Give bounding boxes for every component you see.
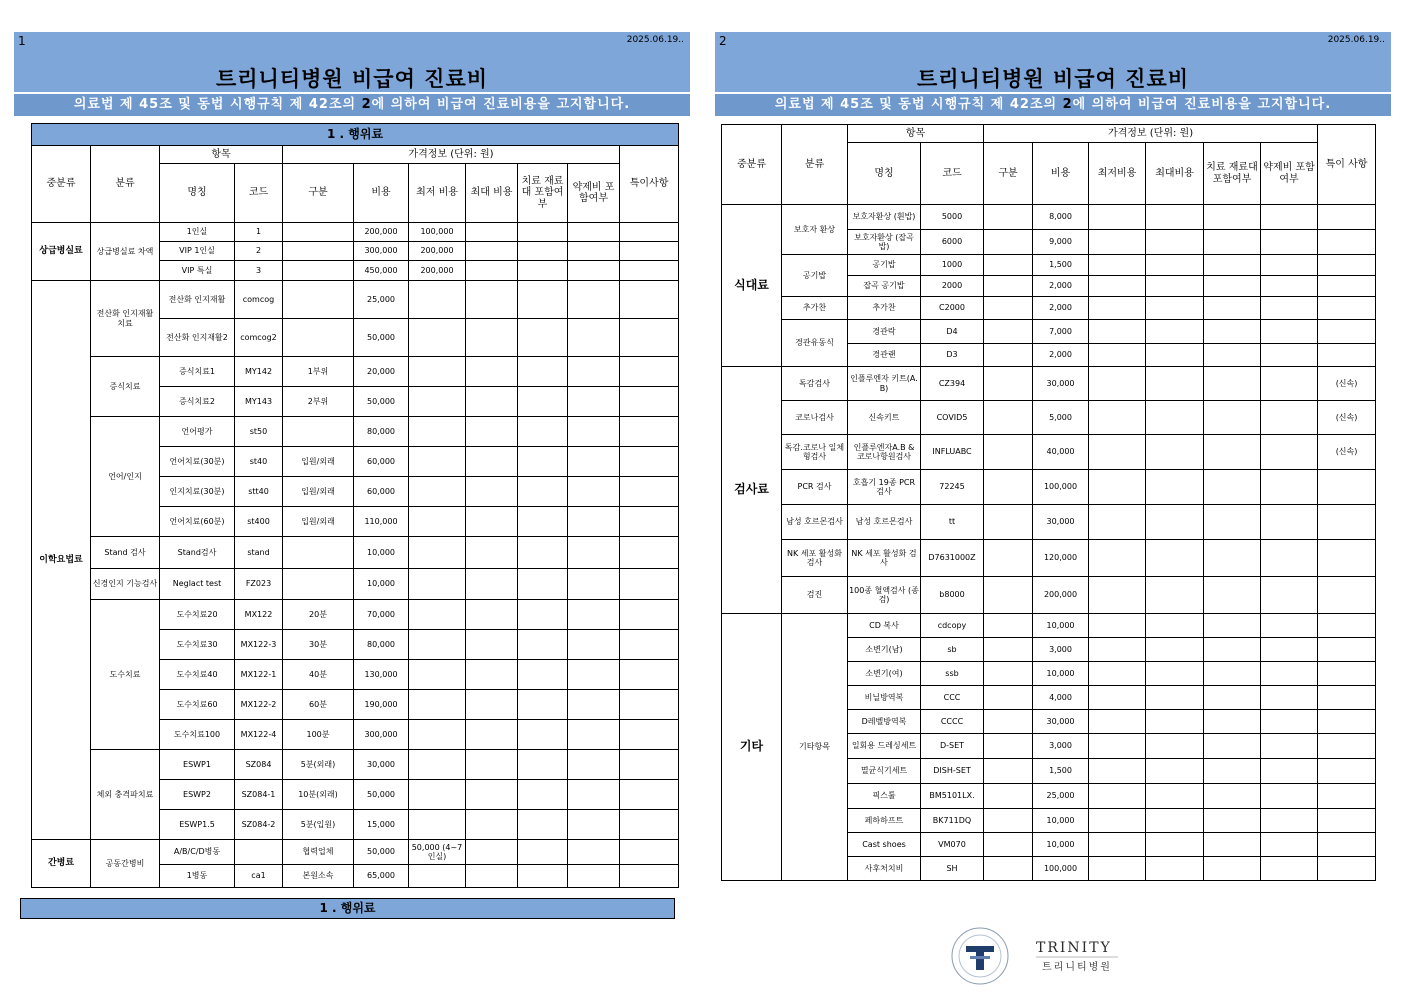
item-name: 보호자환상 (잡곡밥) xyxy=(848,230,921,255)
item-name: 사후처치비 xyxy=(848,857,921,881)
item-code: MX122-2 xyxy=(235,690,283,720)
item-cost: 2,000 xyxy=(1033,297,1089,320)
item-name: 증식치료1 xyxy=(160,357,235,387)
item-name: 남성 호르몬검사 xyxy=(848,505,921,540)
item-cost: 120,000 xyxy=(1033,540,1089,577)
item-min-cost: 50,000 (4~7인실) xyxy=(409,840,466,865)
item-name: Neglact test xyxy=(160,569,235,600)
group-cell: 간병료 xyxy=(32,840,91,888)
item-name: 증식치료2 xyxy=(160,387,235,417)
item-code: MY143 xyxy=(235,387,283,417)
group-cell: 검사료 xyxy=(722,367,782,614)
header-max-cost: 최대비용 xyxy=(1146,143,1204,205)
item-cost: 80,000 xyxy=(354,417,409,447)
item-cost: 200,000 xyxy=(354,223,409,242)
item-remarks xyxy=(1318,230,1376,255)
page-title: 트리니티병원 비급여 진료비 xyxy=(215,67,489,91)
header-min-cost: 최저 비용 xyxy=(409,164,466,223)
item-code: st50 xyxy=(235,417,283,447)
item-remarks xyxy=(1318,809,1376,833)
item-code: BK711DQ xyxy=(921,809,984,833)
fee-table-2 xyxy=(721,124,1376,881)
item-remarks xyxy=(1318,505,1376,540)
item-remarks xyxy=(1318,276,1376,297)
item-name: 픽스툴 xyxy=(848,784,921,809)
item-code: COVID5 xyxy=(921,401,984,435)
item-name: 호흡기 19종 PCR 검사 xyxy=(848,470,921,505)
item-code: CCC xyxy=(921,686,984,710)
item-type xyxy=(283,223,354,242)
item-cost: 50,000 xyxy=(354,319,409,357)
item-name: 도수치료100 xyxy=(160,720,235,750)
category-cell: 언어/인지 xyxy=(91,417,160,537)
item-code: 2 xyxy=(235,242,283,261)
item-remarks xyxy=(1318,320,1376,344)
item-code: SZ084 xyxy=(235,750,283,780)
item-cost: 15,000 xyxy=(354,810,409,840)
header-min-cost: 최저비용 xyxy=(1089,143,1146,205)
category-cell: PCR 검사 xyxy=(782,470,848,505)
item-code xyxy=(235,840,283,865)
item-code: 2000 xyxy=(921,276,984,297)
item-name: ESWP2 xyxy=(160,780,235,810)
item-type: 1부위 xyxy=(283,357,354,387)
item-name: 일회용 드레싱세트 xyxy=(848,734,921,759)
header-remarks: 특이 사항 xyxy=(1318,125,1376,205)
item-code: 3 xyxy=(235,261,283,281)
item-type: 5분(입원) xyxy=(283,810,354,840)
header-price-info: 가격정보 (단위: 원) xyxy=(984,125,1318,143)
item-remarks xyxy=(1318,614,1376,638)
item-cost: 30,000 xyxy=(1033,505,1089,540)
item-code: SH xyxy=(921,857,984,881)
item-name: 인지치료(30분) xyxy=(160,477,235,507)
header-middle-category: 중분류 xyxy=(32,146,91,223)
item-cost: 50,000 xyxy=(354,780,409,810)
category-cell: 코로나검사 xyxy=(782,401,848,435)
item-name: 언어치료(60분) xyxy=(160,507,235,537)
item-code: st40 xyxy=(235,447,283,477)
item-name: 추가찬 xyxy=(848,297,921,320)
item-type: 30분 xyxy=(283,630,354,660)
item-name: 인플루엔자A.B & 코로나항원검사 xyxy=(848,435,921,470)
item-code: BM5101LX. xyxy=(921,784,984,809)
item-cost: 65,000 xyxy=(354,865,409,888)
item-code: INFLUABC xyxy=(921,435,984,470)
category-cell: 신경인지 기능검사 xyxy=(91,569,160,600)
item-cost: 130,000 xyxy=(354,660,409,690)
item-code: CCCC xyxy=(921,710,984,734)
logo-brand: TRINITY xyxy=(1036,940,1112,956)
item-name: 도수치료20 xyxy=(160,600,235,630)
item-code: MX122 xyxy=(235,600,283,630)
item-name: A/B/C/D병동 xyxy=(160,840,235,865)
item-cost: 70,000 xyxy=(354,600,409,630)
item-min-cost xyxy=(409,447,466,477)
item-name: NK 세포 활성화 검사 xyxy=(848,540,921,577)
item-name: 언어평가 xyxy=(160,417,235,447)
item-remarks xyxy=(1318,540,1376,577)
item-cost: 50,000 xyxy=(354,387,409,417)
header-item: 항목 xyxy=(848,125,984,143)
item-remarks xyxy=(1318,686,1376,710)
item-code: comcog2 xyxy=(235,319,283,357)
item-cost: 450,000 xyxy=(354,261,409,281)
item-min-cost xyxy=(409,660,466,690)
header-type: 구분 xyxy=(984,143,1033,205)
item-type xyxy=(283,319,354,357)
item-code: cdcopy xyxy=(921,614,984,638)
header-name: 명칭 xyxy=(848,143,921,205)
item-cost: 100,000 xyxy=(1033,857,1089,881)
page-number: 1 xyxy=(18,34,26,48)
item-code: C2000 xyxy=(921,297,984,320)
item-min-cost: 200,000 xyxy=(409,242,466,261)
category-cell: 검진 xyxy=(782,577,848,614)
item-name: 공기밥 xyxy=(848,255,921,276)
item-name: 소변기(여) xyxy=(848,662,921,686)
item-remarks xyxy=(1318,577,1376,614)
trinity-seal-icon xyxy=(950,926,1130,986)
header-drug: 약제비 포함여부 xyxy=(568,164,620,223)
header-category: 분류 xyxy=(782,125,848,205)
item-name: VIP 1인실 xyxy=(160,242,235,261)
item-type xyxy=(283,417,354,447)
category-cell: 독감.코로나 일체형검사 xyxy=(782,435,848,470)
item-cost: 30,000 xyxy=(354,750,409,780)
item-type xyxy=(283,242,354,261)
item-min-cost xyxy=(409,810,466,840)
item-remarks: (신속) xyxy=(1318,367,1376,401)
category-cell: 공기밥 xyxy=(782,255,848,297)
item-remarks: (신속) xyxy=(1318,435,1376,470)
item-cost: 30,000 xyxy=(1033,367,1089,401)
item-code: 6000 xyxy=(921,230,984,255)
item-cost: 40,000 xyxy=(1033,435,1089,470)
item-type: 2부위 xyxy=(283,387,354,417)
item-name: VIP 특실 xyxy=(160,261,235,281)
category-cell: 남성 호르몬검사 xyxy=(782,505,848,540)
item-type xyxy=(283,569,354,600)
item-code: ssb xyxy=(921,662,984,686)
item-code: VM070 xyxy=(921,833,984,857)
item-remarks xyxy=(1318,734,1376,759)
item-name: CD 복사 xyxy=(848,614,921,638)
item-cost: 80,000 xyxy=(354,630,409,660)
item-type: 협력업체 xyxy=(283,840,354,865)
page-subtitle: 의료법 제 45조 및 동법 시행규칙 제 42조의 2에 의하여 비급여 진료비용을 고지합니다. xyxy=(14,94,690,116)
page-number: 2 xyxy=(719,34,727,48)
item-remarks xyxy=(1318,710,1376,734)
category-cell: 전산화 인지재활 치료 xyxy=(91,281,160,357)
item-cost: 110,000 xyxy=(354,507,409,537)
item-code: MX122-4 xyxy=(235,720,283,750)
item-type xyxy=(283,537,354,569)
item-min-cost xyxy=(409,507,466,537)
header-material: 치료 재료대 포함여부 xyxy=(518,164,568,223)
item-code: comcog xyxy=(235,281,283,319)
item-name: D레벨방역복 xyxy=(848,710,921,734)
item-name: 언어치료(30분) xyxy=(160,447,235,477)
item-cost: 25,000 xyxy=(354,281,409,319)
item-cost: 200,000 xyxy=(1033,577,1089,614)
item-code: MX122-3 xyxy=(235,630,283,660)
item-min-cost: 200,000 xyxy=(409,261,466,281)
item-cost: 1,500 xyxy=(1033,255,1089,276)
item-remarks xyxy=(1318,857,1376,881)
item-min-cost xyxy=(409,357,466,387)
header-remarks: 특이사항 xyxy=(620,146,679,223)
item-cost: 10,000 xyxy=(354,569,409,600)
item-code: tt xyxy=(921,505,984,540)
item-remarks xyxy=(1318,662,1376,686)
item-cost: 60,000 xyxy=(354,447,409,477)
item-cost: 10,000 xyxy=(1033,614,1089,638)
group-cell: 상급병실료 xyxy=(32,223,91,281)
item-cost: 190,000 xyxy=(354,690,409,720)
item-type: 입원/외래 xyxy=(283,477,354,507)
item-code: sb xyxy=(921,638,984,662)
group-cell: 기타 xyxy=(722,614,782,881)
category-cell: 공동간병비 xyxy=(91,840,160,888)
item-name: 비닐방역복 xyxy=(848,686,921,710)
item-code: st400 xyxy=(235,507,283,537)
item-name: 1병동 xyxy=(160,865,235,888)
header-middle-category: 중분류 xyxy=(722,125,782,205)
item-type: 5분(외래) xyxy=(283,750,354,780)
item-name: 경관랜 xyxy=(848,344,921,367)
category-cell: 증식치료 xyxy=(91,357,160,417)
item-min-cost xyxy=(409,387,466,417)
category-cell: 보호자 환상 xyxy=(782,205,848,255)
item-name: Cast shoes xyxy=(848,833,921,857)
item-type: 본원소속 xyxy=(283,865,354,888)
item-name: ESWP1 xyxy=(160,750,235,780)
item-min-cost xyxy=(409,690,466,720)
item-code: SZ084-2 xyxy=(235,810,283,840)
item-cost: 30,000 xyxy=(1033,710,1089,734)
item-code: 72245 xyxy=(921,470,984,505)
page-title: 트리니티병원 비급여 진료비 xyxy=(916,67,1190,91)
item-cost: 25,000 xyxy=(1033,784,1089,809)
item-remarks xyxy=(1318,833,1376,857)
group-cell: 이학요법료 xyxy=(32,281,91,840)
category-cell: 도수치료 xyxy=(91,600,160,750)
fee-table-1 xyxy=(31,123,679,888)
item-min-cost xyxy=(409,537,466,569)
page-date: 2025.06.19.. xyxy=(1327,35,1385,45)
item-code: 1000 xyxy=(921,255,984,276)
item-cost: 50,000 xyxy=(354,840,409,865)
page-2-header xyxy=(715,32,1391,116)
header-cost: 비용 xyxy=(354,164,409,223)
item-min-cost xyxy=(409,281,466,319)
item-min-cost xyxy=(409,417,466,447)
item-code: MX122-1 xyxy=(235,660,283,690)
group-cell: 식대료 xyxy=(722,205,782,367)
item-name: 멸균식기세트 xyxy=(848,759,921,784)
item-name: Stand검사 xyxy=(160,537,235,569)
item-name: ESWP1.5 xyxy=(160,810,235,840)
item-name: 잡곡 공기밥 xyxy=(848,276,921,297)
item-cost: 2,000 xyxy=(1033,344,1089,367)
item-cost: 300,000 xyxy=(354,242,409,261)
item-type: 60분 xyxy=(283,690,354,720)
item-min-cost xyxy=(409,750,466,780)
item-cost: 10,000 xyxy=(1033,809,1089,833)
item-remarks xyxy=(1318,255,1376,276)
item-type: 40분 xyxy=(283,660,354,690)
item-min-cost xyxy=(409,780,466,810)
item-name: 도수치료30 xyxy=(160,630,235,660)
item-name: 도수치료60 xyxy=(160,690,235,720)
category-cell: Stand 검사 xyxy=(91,537,160,569)
item-code: D-SET xyxy=(921,734,984,759)
item-type: 10분(외래) xyxy=(283,780,354,810)
item-name: 신속키트 xyxy=(848,401,921,435)
item-cost: 9,000 xyxy=(1033,230,1089,255)
header-item: 항목 xyxy=(160,146,283,164)
header-category: 분류 xyxy=(91,146,160,223)
item-min-cost xyxy=(409,600,466,630)
item-type: 20분 xyxy=(283,600,354,630)
item-cost: 5,000 xyxy=(1033,401,1089,435)
page-date: 2025.06.19.. xyxy=(626,35,684,45)
section-title: 1 . 행위료 xyxy=(32,124,679,146)
item-code: FZ023 xyxy=(235,569,283,600)
item-type: 100분 xyxy=(283,720,354,750)
item-min-cost: 100,000 xyxy=(409,223,466,242)
item-remarks xyxy=(1318,470,1376,505)
hospital-logo xyxy=(950,926,1130,986)
item-name: 보호자환상 (흰밥) xyxy=(848,205,921,230)
item-remarks xyxy=(1318,297,1376,320)
item-cost: 2,000 xyxy=(1033,276,1089,297)
item-name: 전산화 인지재활2 xyxy=(160,319,235,357)
item-min-cost xyxy=(409,319,466,357)
item-code: SZ084-1 xyxy=(235,780,283,810)
item-cost: 3,000 xyxy=(1033,638,1089,662)
item-code: b8000 xyxy=(921,577,984,614)
item-cost: 1,500 xyxy=(1033,759,1089,784)
item-min-cost xyxy=(409,569,466,600)
category-cell: 경관유동식 xyxy=(782,320,848,367)
item-cost: 100,000 xyxy=(1033,470,1089,505)
item-cost: 3,000 xyxy=(1033,734,1089,759)
item-remarks xyxy=(1318,784,1376,809)
item-type xyxy=(283,261,354,281)
item-name: 전산화 인지재활 xyxy=(160,281,235,319)
item-cost: 7,000 xyxy=(1033,320,1089,344)
item-type: 입원/외래 xyxy=(283,447,354,477)
item-cost: 60,000 xyxy=(354,477,409,507)
item-code: stand xyxy=(235,537,283,569)
item-type: 입원/외래 xyxy=(283,507,354,537)
item-name: 페하하프트 xyxy=(848,809,921,833)
item-code: DISH-SET xyxy=(921,759,984,784)
header-name: 명칭 xyxy=(160,164,235,223)
item-code: CZ394 xyxy=(921,367,984,401)
item-cost: 8,000 xyxy=(1033,205,1089,230)
item-name: 경관락 xyxy=(848,320,921,344)
header-code: 코드 xyxy=(235,164,283,223)
header-code: 코드 xyxy=(921,143,984,205)
item-remarks xyxy=(1318,638,1376,662)
category-cell: 체외 충격파치료 xyxy=(91,750,160,840)
page-subtitle: 의료법 제 45조 및 동법 시행규칙 제 42조의 2에 의하여 비급여 진료비용을 고지합니다. xyxy=(715,94,1391,116)
item-name: 1인실 xyxy=(160,223,235,242)
item-cost: 10,000 xyxy=(1033,833,1089,857)
item-min-cost xyxy=(409,477,466,507)
item-remarks xyxy=(1318,759,1376,784)
item-cost: 300,000 xyxy=(354,720,409,750)
category-cell: 상급병실료 차액 xyxy=(91,223,160,281)
item-name: 소변기(남) xyxy=(848,638,921,662)
item-min-cost xyxy=(409,720,466,750)
item-type xyxy=(283,281,354,319)
item-cost: 4,000 xyxy=(1033,686,1089,710)
page-1-header xyxy=(14,32,690,116)
item-cost: 20,000 xyxy=(354,357,409,387)
section-footer: 1 . 행위료 xyxy=(20,898,675,919)
item-code: stt40 xyxy=(235,477,283,507)
header-drug: 약제비 포함여부 xyxy=(1261,143,1318,205)
item-code: D3 xyxy=(921,344,984,367)
header-price-info: 가격정보 (단위: 원) xyxy=(283,146,620,164)
logo-name: 트리니티병원 xyxy=(1042,962,1112,973)
header-max-cost: 최대 비용 xyxy=(466,164,518,223)
item-code: 5000 xyxy=(921,205,984,230)
item-name: 도수치료40 xyxy=(160,660,235,690)
category-cell: 독감검사 xyxy=(782,367,848,401)
item-code: MY142 xyxy=(235,357,283,387)
category-cell: 추가찬 xyxy=(782,297,848,320)
header-material: 치료 재료대 포함여부 xyxy=(1204,143,1261,205)
category-cell: 기타항목 xyxy=(782,614,848,881)
header-cost: 비용 xyxy=(1033,143,1089,205)
item-code: ca1 xyxy=(235,865,283,888)
item-cost: 10,000 xyxy=(1033,662,1089,686)
item-code: D7631000Z xyxy=(921,540,984,577)
item-name: 인플루엔자 키트(A.B) xyxy=(848,367,921,401)
item-remarks xyxy=(1318,205,1376,230)
item-remarks xyxy=(1318,344,1376,367)
item-code: D4 xyxy=(921,320,984,344)
item-cost: 10,000 xyxy=(354,537,409,569)
item-remarks: (신속) xyxy=(1318,401,1376,435)
item-code: 1 xyxy=(235,223,283,242)
item-min-cost xyxy=(409,865,466,888)
header-type: 구분 xyxy=(283,164,354,223)
item-name: 100종 혈액검사 (종검) xyxy=(848,577,921,614)
category-cell: NK 세포 활성화 검사 xyxy=(782,540,848,577)
item-min-cost xyxy=(409,630,466,660)
